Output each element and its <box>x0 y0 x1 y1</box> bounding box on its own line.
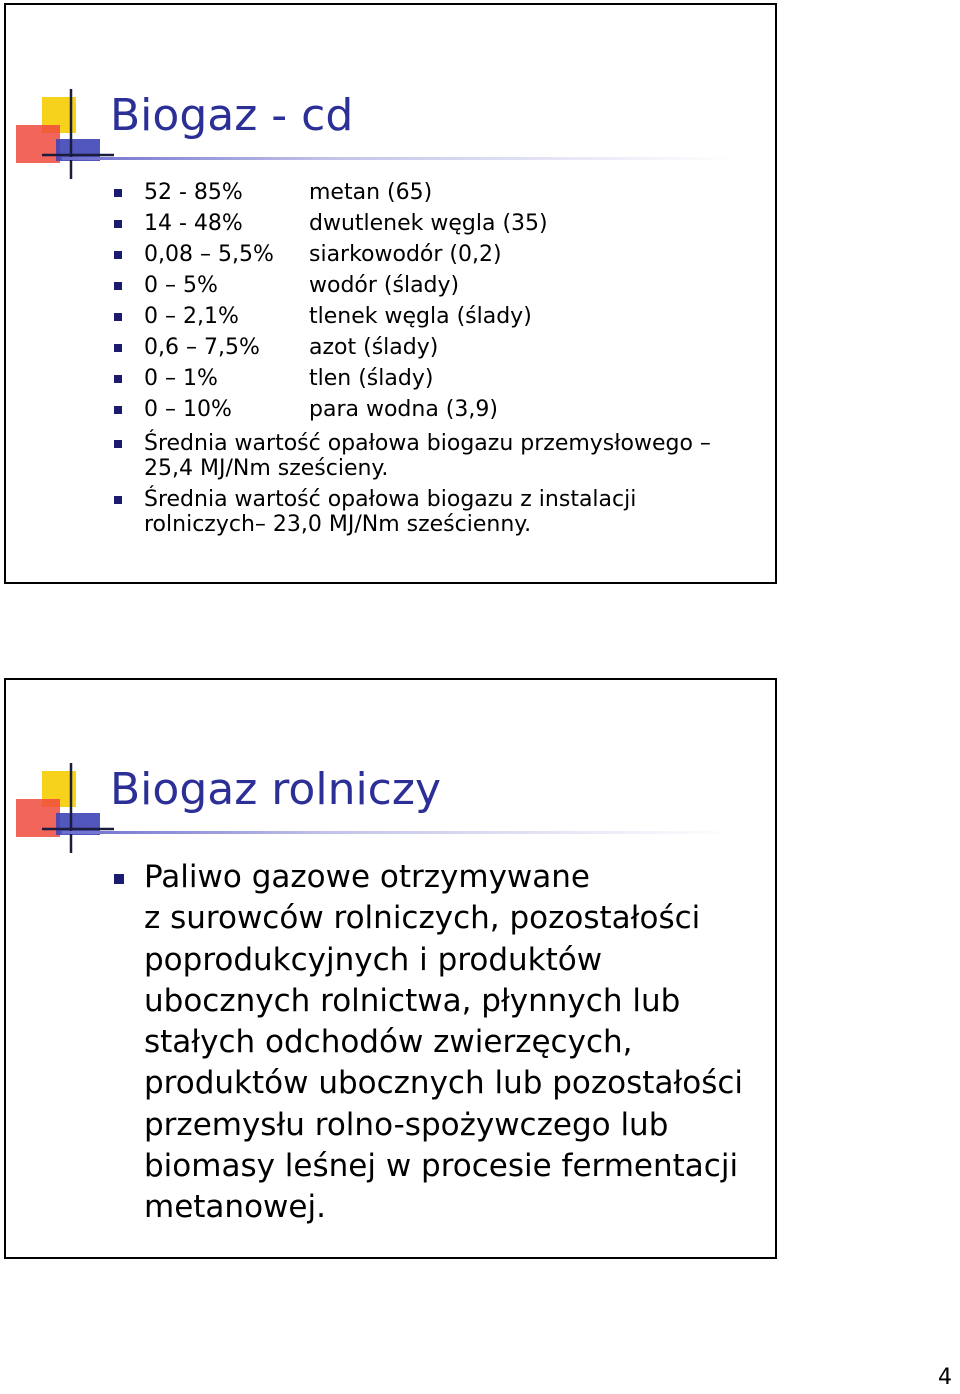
percentage-range: 0 – 5% <box>144 273 218 298</box>
percentage-range: 0 – 1% <box>144 366 218 391</box>
list-item <box>114 487 744 537</box>
list-item <box>114 363 744 394</box>
slide-logo-icon <box>16 89 116 189</box>
list-item <box>114 431 744 481</box>
bullet-icon <box>114 189 122 197</box>
definition-text: Paliwo gazowe otrzymywane z surowców rolniczych, pozostałości poprodukcyjnych i produktów ubocznych rolnictwa, płynnych lub stałych odchodów zwierzęcych, produktów ubocznych lub pozostałości przemysłu rolno-spożywczego lub biomasy leśnej w procesie fermentacji metanowej. <box>144 859 744 1226</box>
list-item <box>114 857 744 1229</box>
slide-title: Biogaz rolniczy <box>110 764 442 815</box>
gas-name: dwutlenek węgla (35) <box>309 211 548 236</box>
list-item <box>114 239 744 270</box>
gas-name: metan (65) <box>309 180 433 205</box>
bullet-icon <box>114 251 122 259</box>
title-underline <box>62 157 732 160</box>
calorific-value-note: Średnia wartość opałowa biogazu przemysłowego – 25,4 MJ/Nm sześcieny. <box>144 431 711 481</box>
title-underline <box>62 831 732 834</box>
gas-name: para wodna (3,9) <box>309 397 498 422</box>
bullet-icon <box>114 220 122 228</box>
percentage-range: 14 - 48% <box>144 211 243 236</box>
gas-composition-list <box>114 177 744 537</box>
list-item <box>114 177 744 208</box>
bullet-icon <box>114 313 122 321</box>
bullet-icon <box>114 282 122 290</box>
gas-name: wodór (ślady) <box>309 273 460 298</box>
percentage-range: 52 - 85% <box>144 180 243 205</box>
list-item <box>114 301 744 332</box>
gas-name: tlen (ślady) <box>309 366 434 391</box>
bullet-icon <box>114 375 122 383</box>
gas-name: tlenek węgla (ślady) <box>309 304 532 329</box>
bullet-icon <box>114 874 124 884</box>
slide-title: Biogaz - cd <box>110 90 354 141</box>
list-item <box>114 208 744 239</box>
gas-name: siarkowodór (0,2) <box>309 242 502 267</box>
list-item <box>114 270 744 301</box>
bullet-icon <box>114 406 122 414</box>
calorific-value-note: Średnia wartość opałowa biogazu z instalacji rolniczych– 23,0 MJ/Nm sześcienny. <box>144 487 637 537</box>
bullet-icon <box>114 344 122 352</box>
slide-biogaz-cd <box>4 3 777 584</box>
definition-list <box>114 857 744 1229</box>
percentage-range: 0,6 – 7,5% <box>144 335 260 360</box>
bullet-icon <box>114 440 122 448</box>
slide-biogaz-rolniczy <box>4 678 777 1259</box>
gas-name: azot (ślady) <box>309 335 439 360</box>
list-item <box>114 332 744 363</box>
percentage-range: 0,08 – 5,5% <box>144 242 274 267</box>
slide-logo-icon <box>16 763 116 863</box>
percentage-range: 0 – 10% <box>144 397 232 422</box>
percentage-range: 0 – 2,1% <box>144 304 239 329</box>
bullet-icon <box>114 496 122 504</box>
list-item <box>114 394 744 425</box>
page-number: 4 <box>938 1365 952 1390</box>
